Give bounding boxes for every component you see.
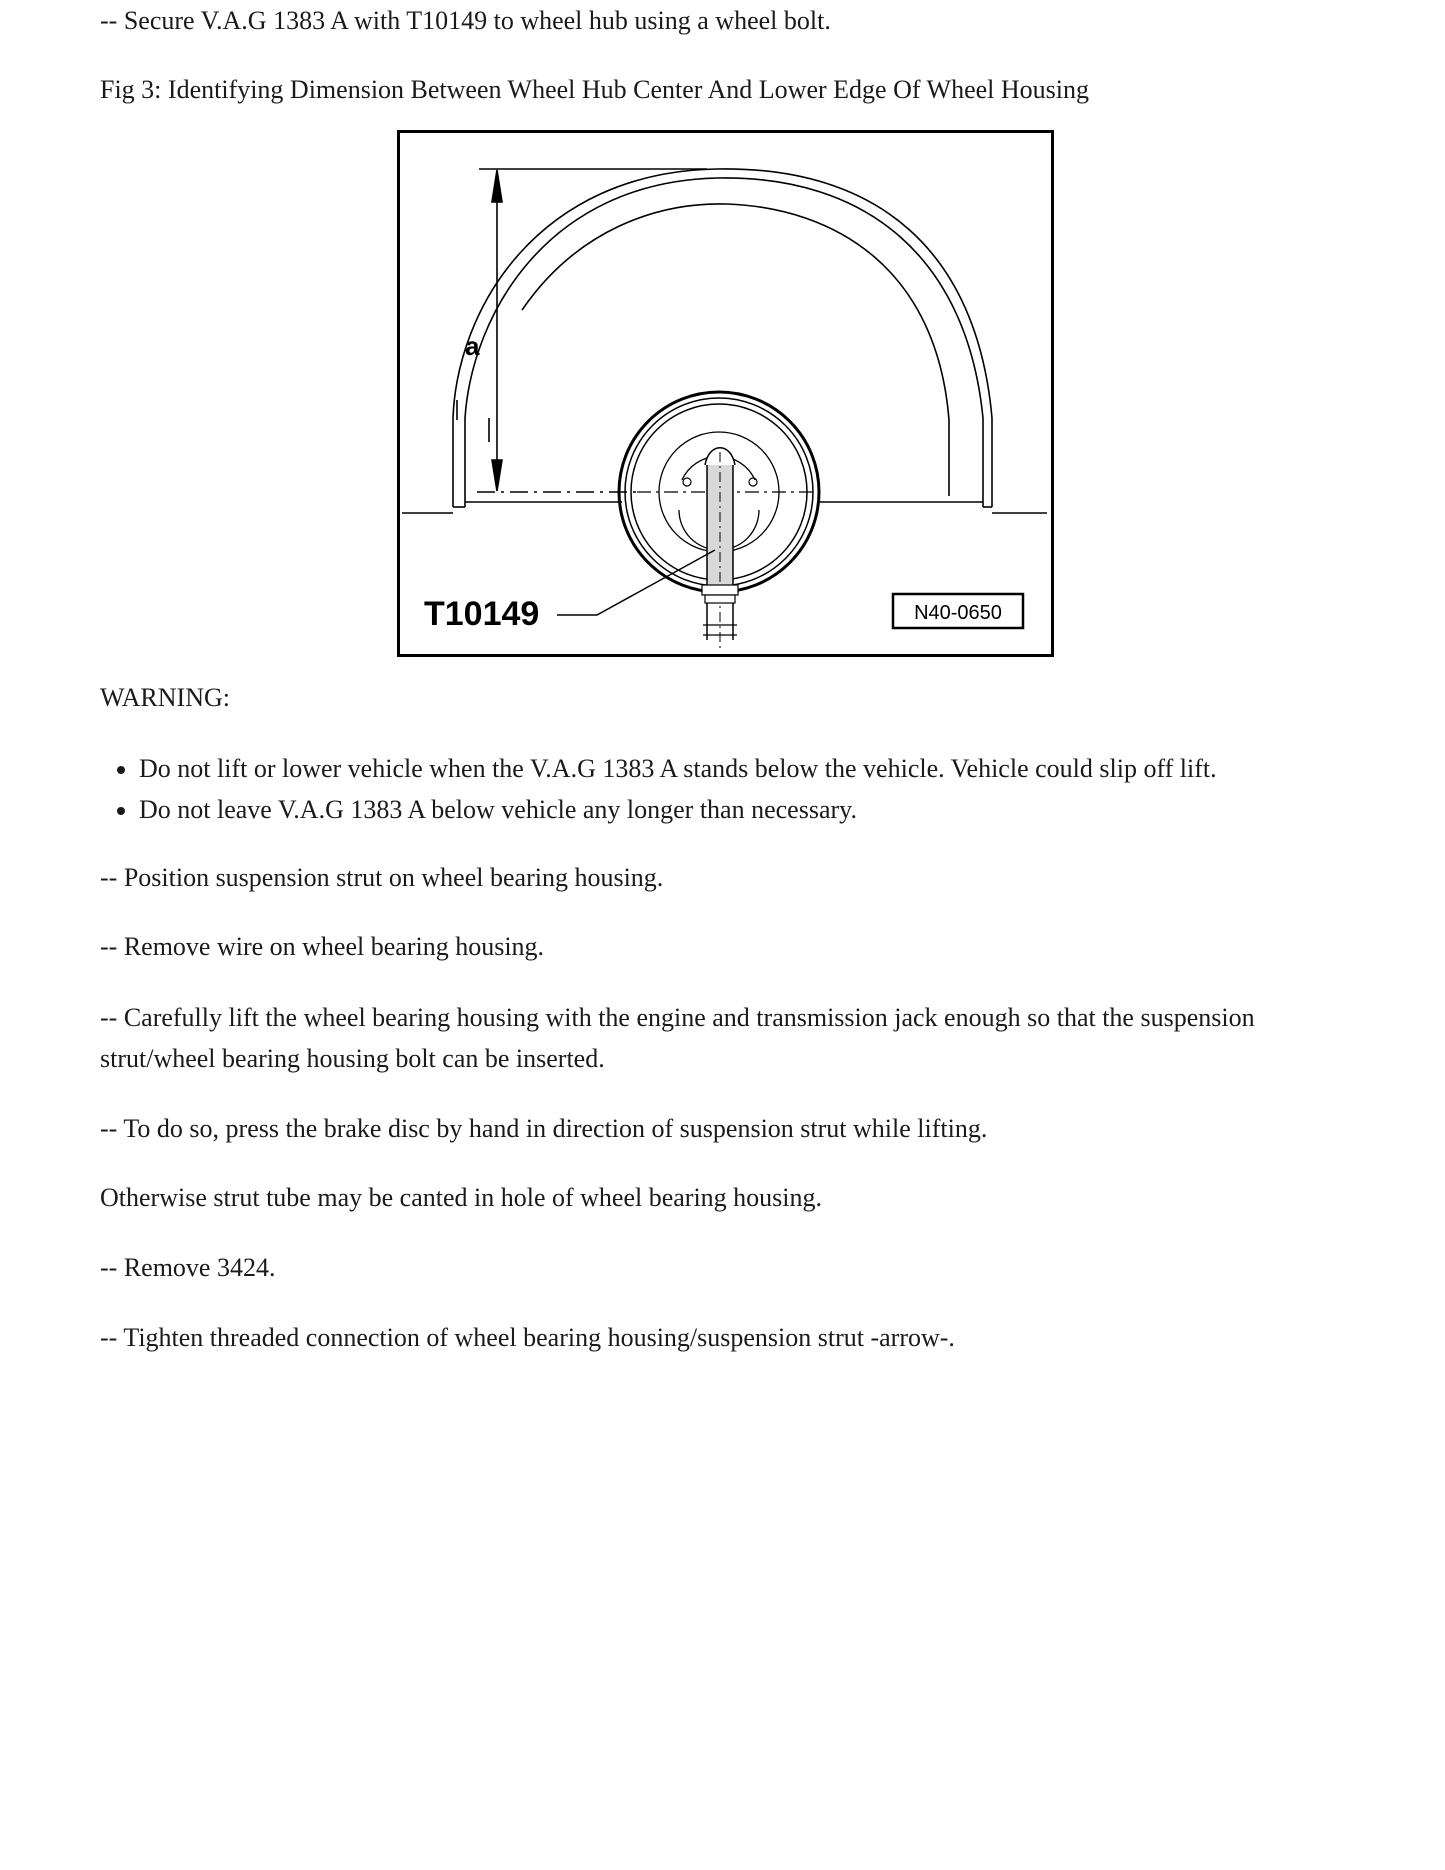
step-position: -- Position suspension strut on wheel bearing housing.	[100, 863, 664, 892]
step-remove-3424: -- Remove 3424.	[100, 1253, 276, 1282]
warning-item: • Do not leave V.A.G 1383 A below vehicle any longer than necessary.	[139, 789, 1217, 830]
diagram-svg	[397, 130, 1054, 657]
ref-code: N40-0650	[914, 602, 1002, 624]
step-press: -- To do so, press the brake disc by hand in direction of suspension strut while lifting.	[100, 1114, 988, 1143]
figure-caption: Fig 3: Identifying Dimension Between Wheel Hub Center And Lower Edge Of Wheel Housing	[100, 75, 1090, 104]
note-otherwise: Otherwise strut tube may be canted in hole of wheel bearing housing.	[100, 1183, 823, 1212]
dimension-label: a	[465, 331, 480, 361]
tool-t10149-shaft	[702, 448, 738, 650]
warning-item: • Do not lift or lower vehicle when the V.A.G 1383 A stands below the vehicle. Vehicle could slip off lift.	[139, 748, 1217, 789]
step-secure: -- Secure V.A.G 1383 A with T10149 to wheel hub using a wheel bolt.	[100, 6, 831, 35]
step-tighten: -- Tighten threaded connection of wheel bearing housing/suspension strut -arrow-.	[100, 1323, 955, 1352]
tool-label: T10149	[424, 595, 540, 633]
step-lift: -- Carefully lift the wheel bearing housing with the engine and transmission jack enough so that the suspension strut/wheel bearing housing bolt can be inserted.	[100, 1003, 1255, 1073]
figure-wheel-housing-diagram	[397, 130, 1054, 657]
warning-heading: WARNING:	[100, 683, 230, 712]
warning-list	[100, 748, 1217, 830]
step-remove-wire: -- Remove wire on wheel bearing housing.	[100, 932, 545, 961]
